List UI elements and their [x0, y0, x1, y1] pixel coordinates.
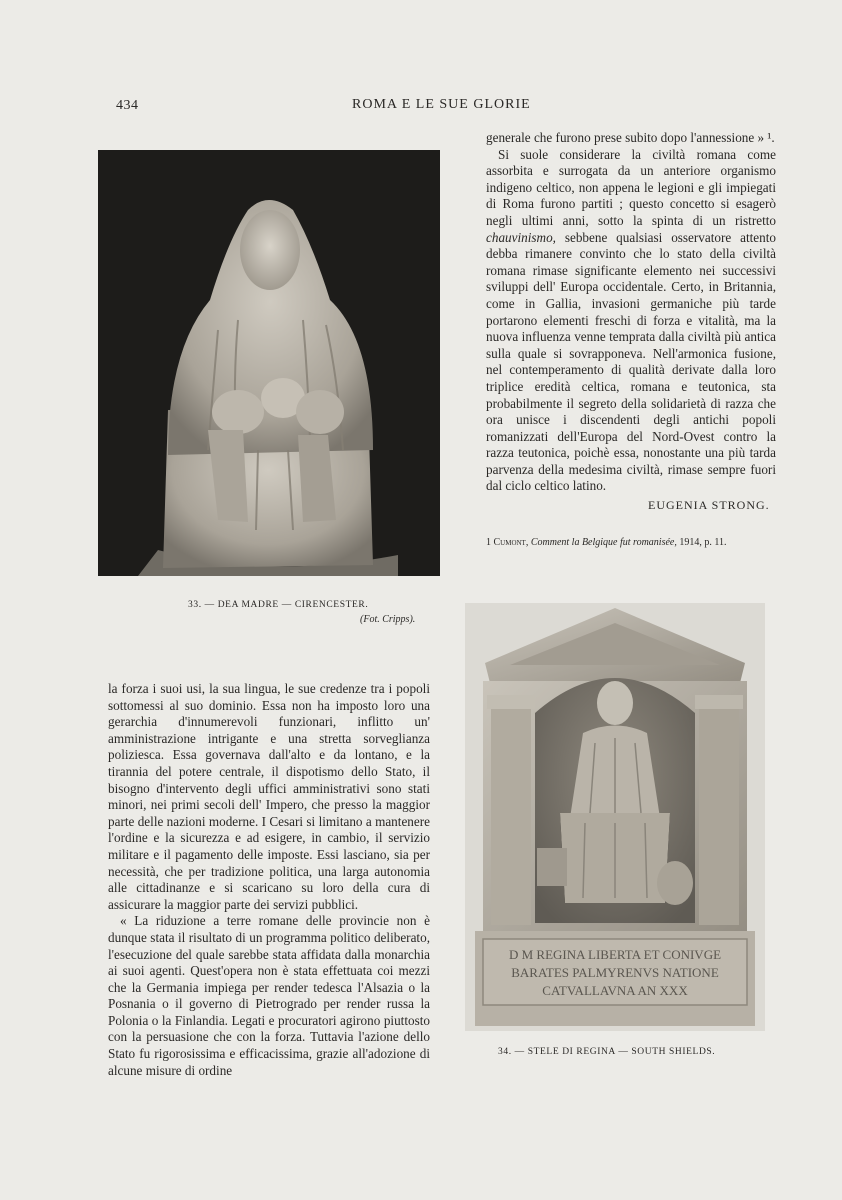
- figure-34-caption: 34. — STELE DI REGINA — SOUTH SHIELDS.: [498, 1047, 716, 1057]
- page-number: 434: [116, 98, 139, 113]
- figure-33-caption: 33. — DEA MADRE — CIRENCESTER.: [188, 600, 369, 610]
- figure-33-credit: (Fot. Cripps).: [360, 614, 416, 625]
- figure-33-photo: [98, 150, 440, 576]
- inscription-line: BARATES PALMYRENVS NATIONE: [511, 965, 719, 980]
- inscription-line: D M REGINA LIBERTA ET CONIVGE: [508, 947, 722, 962]
- stele-di-regina-image: [465, 603, 765, 1031]
- author-signature: EUGENIA STRONG.: [648, 498, 770, 512]
- paragraph: « La riduzione a terre romane delle provincie non è dunque stata il risultato di un programma politico deliberato, l'esecuzione del quale sarebbe stata affidata dalla monarchia ai suoi agenti. Quest'opera non è stata effettuata coi mezzi che la Germania impiega per render tedesca l'Alsazia o la Posnania o il governo di Pietrogrado per render russa la Polonia o la Finlandia. Legati e procuratori agirono piuttosto con la persuasione che con la forza. Tuttavia l'azione dello Stato fu rigorosissima e efficacissima, grazie all'adozione di alcune misure di ordine: [108, 913, 430, 1078]
- running-title: ROMA E LE SUE GLORIE: [352, 97, 531, 112]
- paragraph: Si suole considerare la civiltà romana come assorbita e surrogata da un anteriore organismo indigeno celtico, non appena le legioni e gli impiegati di Roma furono partiti ; questo concetto si esagerò negli ultimi anni, sotto la spinta di un ristretto chauvinismo, sebbene qualsiasi osservatore attento debba rimanere convinto che lo stato della civiltà romana rimase significante elemento nei successivi sviluppi dell' Europa occidentale. Certo, in Britannia, come in Gallia, invasioni germaniche più tarde portarono elementi freschi di forza e vitalità, ma la nuova influenza venne temprata dalla civiltà più antica sulla quale si sovrapponeva. Nell'armonica fusione, nel contemperamento di qualità derivate dalla loro triplice eredità celtica, romana e teutonica, sta probabilmente il segreto della solidarietà di razza che ora unisce i discendenti degli antichi popoli romanizzati dell'Europa del Nord-Ovest contro la razza teutonica, poichè essa, nonostante una più tarda parvenza della medesima civiltà, rimase sempre fuori dal ciclo celtico latino.: [486, 146, 776, 494]
- paragraph: la forza i suoi usi, la sua lingua, le sue credenze tra i popoli sottomessi al suo dominio. Essa non ha imposto loro una gerarchia d'innumerevoli funzionari, inflitto un' amministrazione intrigante e una stretta sorveglianza poliziesca. Essa governava dall'alto e da lontano, e la tirannia del potere centrale, il dispotismo dello Stato, il bisogno d'intervento degli uffici amministrativi sono stati minori, nei primi secoli dell' Impero, che presso la maggior parte delle nazioni moderne. I Cesari si limitano a mantenere l'ordine e la sicurezza e ad esigere, in cambio, il servizio militare e il pagamento delle imposte. Essi lasciano, sia per necessità, che per tradizione politica, una larga autonomia alle cittadinanze e si scaricano su loro della cura di assicurare la maggior parte dei servizi pubblici.: [108, 681, 430, 912]
- figure-34-photo: [465, 603, 765, 1031]
- inscription-line: CATVALLAVNA AN XXX: [542, 983, 688, 998]
- left-column-text: [108, 681, 430, 1079]
- right-column-text: [486, 130, 776, 495]
- dea-madre-sculpture-image: [98, 150, 440, 576]
- footnote: 1 Cumont, Comment la Belgique fut romanisée, 1914, p. 11.: [486, 537, 727, 548]
- paragraph: generale che furono prese subito dopo l'annessione » ¹.: [486, 130, 775, 145]
